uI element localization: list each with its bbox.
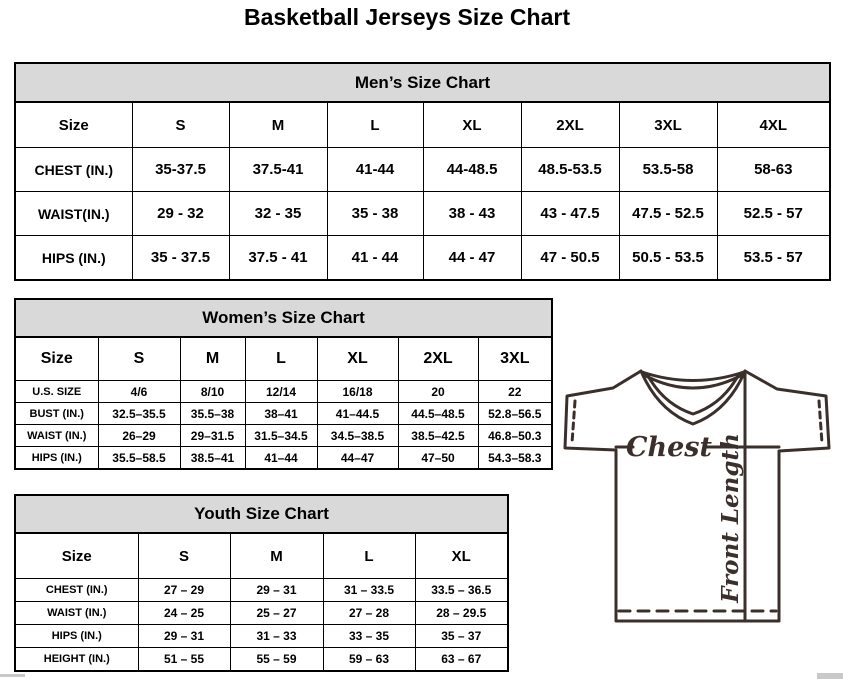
cell: 32.5–35.5: [98, 403, 180, 425]
cell: 52.5 - 57: [717, 192, 830, 236]
cell: 29–31.5: [180, 425, 245, 447]
cell: 46.8–50.3: [478, 425, 552, 447]
cell: 54.3–58.3: [478, 447, 552, 470]
column-header: L: [327, 102, 423, 148]
row-label: WAIST(IN.): [15, 192, 132, 236]
cell: 20: [398, 381, 478, 403]
cell: 27 – 28: [323, 602, 415, 625]
cell: 50.5 - 53.5: [619, 236, 717, 281]
cell: 38–41: [245, 403, 317, 425]
row-label: CHEST (IN.): [15, 148, 132, 192]
row-label: WAIST (IN.): [15, 425, 98, 447]
column-header: L: [245, 337, 317, 381]
cell: 47.5 - 52.5: [619, 192, 717, 236]
column-header: L: [323, 533, 415, 579]
cell: 26–29: [98, 425, 180, 447]
cell: 12/14: [245, 381, 317, 403]
cell: 38.5–42.5: [398, 425, 478, 447]
table-row: [15, 579, 508, 602]
row-label: HIPS (IN.): [15, 625, 138, 648]
cell: 8/10: [180, 381, 245, 403]
row-label: HEIGHT (IN.): [15, 648, 138, 672]
column-header: 2XL: [398, 337, 478, 381]
collar-outer-v: [641, 371, 745, 424]
cell: 38.5–41: [180, 447, 245, 470]
cell: 37.5 - 41: [229, 236, 327, 281]
table-row: [15, 403, 552, 425]
chest-label: Chest: [626, 432, 712, 463]
cell: 52.8–56.5: [478, 403, 552, 425]
cell: 34.5–38.5: [317, 425, 398, 447]
youth-size-chart-table: [14, 494, 509, 672]
cell: 22: [478, 381, 552, 403]
mens-size-chart-table: [14, 62, 831, 281]
left-cuff-stitch-line: [572, 401, 575, 443]
table-row: [15, 236, 830, 281]
cell: 44-48.5: [423, 148, 521, 192]
table-row: [15, 625, 508, 648]
cell: 16/18: [317, 381, 398, 403]
mens-chart-title: Men’s Size Chart: [15, 63, 830, 102]
cell: 41–44: [245, 447, 317, 470]
cell: 35 - 37.5: [132, 236, 229, 281]
right-cuff-stitch-line: [819, 401, 822, 443]
column-header: M: [229, 102, 327, 148]
column-header: 3XL: [478, 337, 552, 381]
cell: 24 – 25: [138, 602, 230, 625]
cell: 35 – 37: [415, 625, 508, 648]
youth-chart-title: Youth Size Chart: [15, 495, 508, 533]
collar-rib-top: [642, 372, 744, 381]
column-header: 3XL: [619, 102, 717, 148]
cell: 25 – 27: [230, 602, 323, 625]
cell: 33.5 – 36.5: [415, 579, 508, 602]
cell: 59 – 63: [323, 648, 415, 672]
column-header: S: [98, 337, 180, 381]
jersey-outline: [565, 371, 829, 621]
row-label: WAIST (IN.): [15, 602, 138, 625]
table-row: [15, 381, 552, 403]
cell: 41 - 44: [327, 236, 423, 281]
cell: 55 – 59: [230, 648, 323, 672]
cell: 32 - 35: [229, 192, 327, 236]
cell: 41–44.5: [317, 403, 398, 425]
table-row: [15, 602, 508, 625]
column-header: XL: [415, 533, 508, 579]
cell: 29 - 32: [132, 192, 229, 236]
column-header: 4XL: [717, 102, 830, 148]
table-row: [15, 648, 508, 672]
cell: 47 - 50.5: [521, 236, 619, 281]
cell: 51 – 55: [138, 648, 230, 672]
column-header: XL: [317, 337, 398, 381]
cell: 44.5–48.5: [398, 403, 478, 425]
bottom-right-corner-mark: [817, 673, 843, 679]
cell: 47–50: [398, 447, 478, 470]
cell: 28 – 29.5: [415, 602, 508, 625]
column-header: Size: [15, 337, 98, 381]
row-label: HIPS (IN.): [15, 236, 132, 281]
row-label: U.S. SIZE: [15, 381, 98, 403]
column-header: M: [230, 533, 323, 579]
row-label: BUST (IN.): [15, 403, 98, 425]
cell: 37.5-41: [229, 148, 327, 192]
page-title: Basketball Jerseys Size Chart: [243, 4, 570, 30]
cell: 38 - 43: [423, 192, 521, 236]
jersey-measurement-diagram: [552, 363, 842, 631]
cell: 31 – 33: [230, 625, 323, 648]
cell: 44 - 47: [423, 236, 521, 281]
cell: 43 - 47.5: [521, 192, 619, 236]
column-header: S: [132, 102, 229, 148]
row-label: CHEST (IN.): [15, 579, 138, 602]
womens-chart-title: Women’s Size Chart: [15, 299, 552, 337]
column-header: M: [180, 337, 245, 381]
cell: 35 - 38: [327, 192, 423, 236]
table-row: [15, 192, 830, 236]
column-header: Size: [15, 102, 132, 148]
cell: 31 – 33.5: [323, 579, 415, 602]
cell: 27 – 29: [138, 579, 230, 602]
table-row: [15, 447, 552, 470]
cell: 41-44: [327, 148, 423, 192]
bottom-left-corner-mark: [0, 674, 25, 677]
cell: 35.5–58.5: [98, 447, 180, 470]
cell: 31.5–34.5: [245, 425, 317, 447]
column-header: Size: [15, 533, 138, 579]
cell: 4/6: [98, 381, 180, 403]
womens-size-chart-table: [14, 298, 553, 470]
cell: 33 – 35: [323, 625, 415, 648]
cell: 35-37.5: [132, 148, 229, 192]
column-header: XL: [423, 102, 521, 148]
column-header: S: [138, 533, 230, 579]
cell: 29 – 31: [230, 579, 323, 602]
cell: 53.5-58: [619, 148, 717, 192]
cell: 58-63: [717, 148, 830, 192]
table-row: [15, 148, 830, 192]
cell: 35.5–38: [180, 403, 245, 425]
front-length-label: Front Length: [717, 433, 744, 603]
table-row: [15, 425, 552, 447]
cell: 44–47: [317, 447, 398, 470]
cell: 48.5-53.5: [521, 148, 619, 192]
cell: 63 – 67: [415, 648, 508, 672]
cell: 53.5 - 57: [717, 236, 830, 281]
column-header: 2XL: [521, 102, 619, 148]
row-label: HIPS (IN.): [15, 447, 98, 470]
cell: 29 – 31: [138, 625, 230, 648]
